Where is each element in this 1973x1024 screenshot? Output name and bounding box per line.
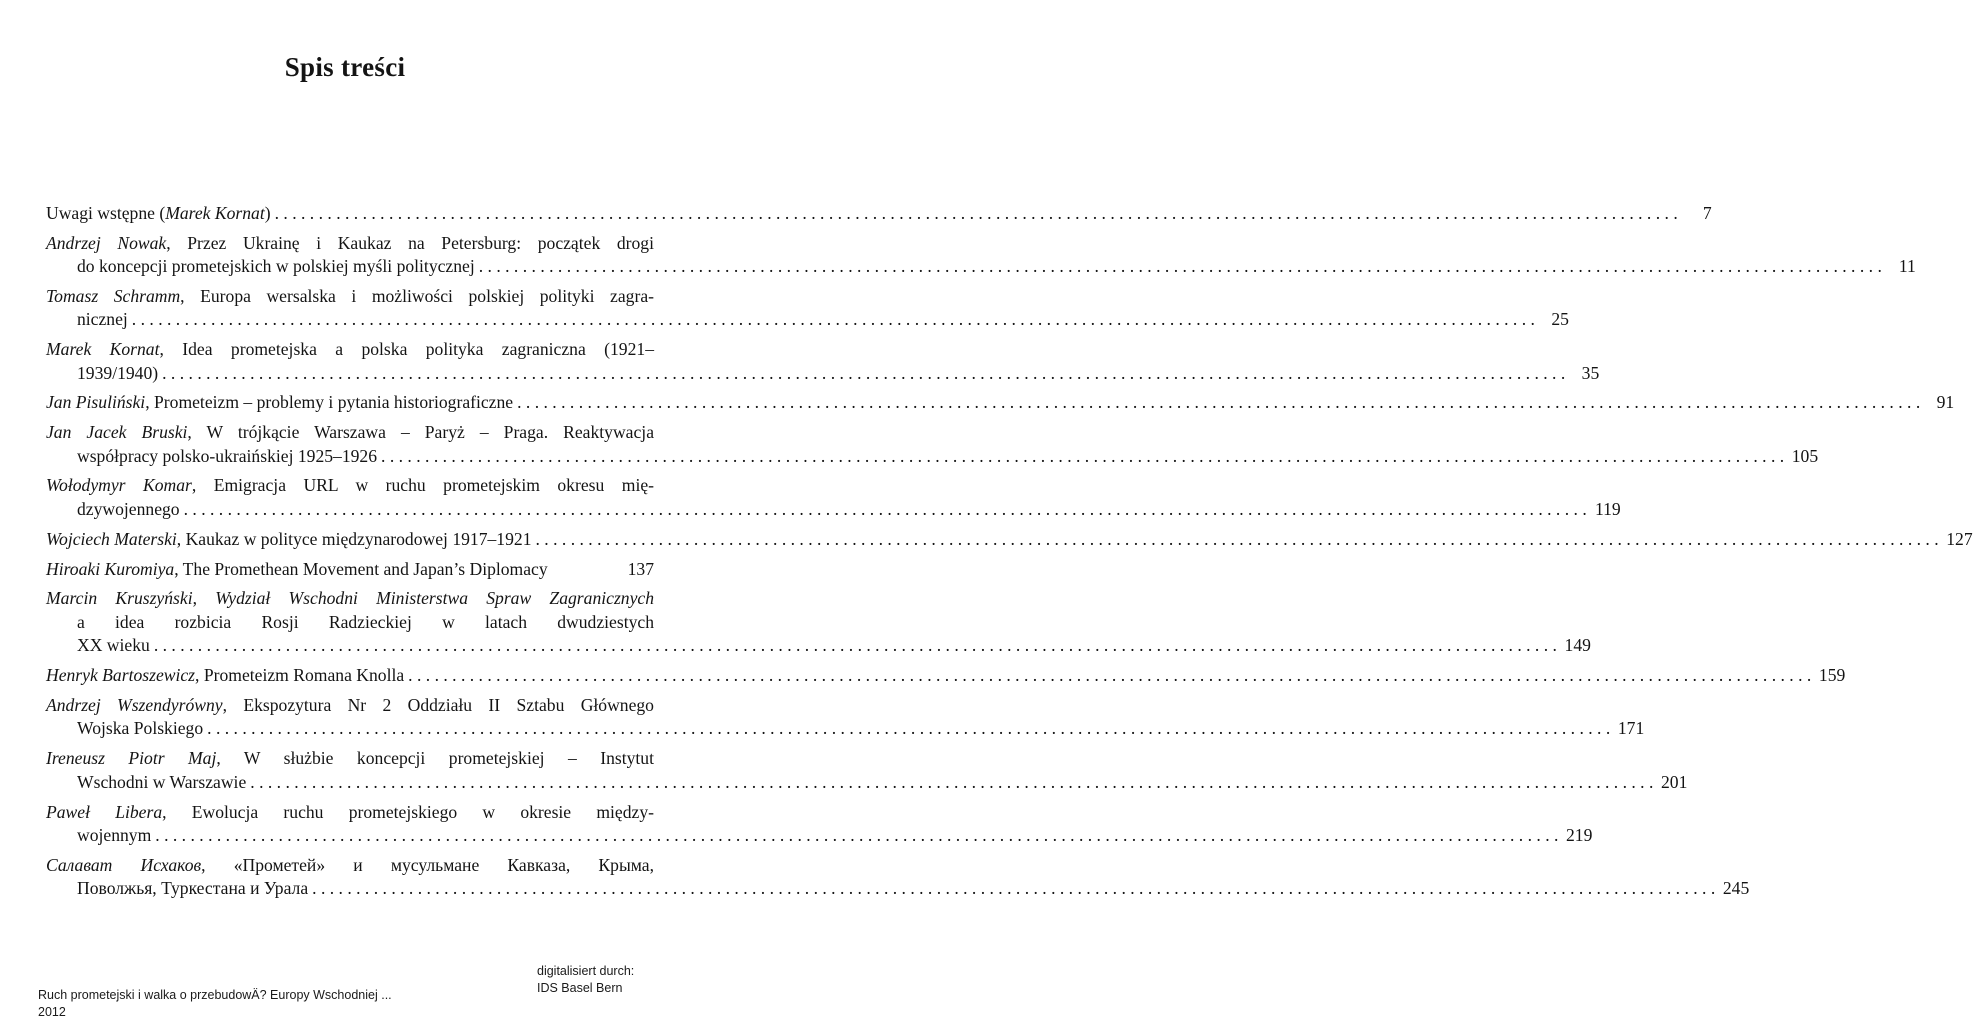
toc-line bbox=[46, 232, 654, 256]
toc-text bbox=[46, 528, 532, 552]
toc-text bbox=[46, 474, 654, 498]
page-number: 7 bbox=[1702, 203, 1712, 223]
toc-line bbox=[46, 717, 1645, 741]
toc-plain-text: ) bbox=[264, 203, 271, 223]
page-number: 105 bbox=[1791, 445, 1819, 466]
toc-italic-text: Jan Pisuliński bbox=[46, 392, 146, 413]
toc-plain-text: , Prometeizm – problemy i pytania historiograficzne bbox=[145, 392, 514, 413]
toc-italic-text: Henryk Bartoszewicz bbox=[46, 665, 196, 686]
toc-plain-text: nicznej bbox=[77, 309, 128, 330]
toc-text bbox=[77, 498, 180, 522]
toc-plain-text: , Europa wersalska i możliwości polskiej polityki zagra- bbox=[180, 285, 654, 306]
toc-text bbox=[77, 824, 151, 848]
toc-italic-text: Andrzej Nowak bbox=[46, 232, 167, 253]
toc-entry bbox=[46, 232, 1916, 279]
page-number: 11 bbox=[1898, 256, 1916, 276]
toc-text bbox=[77, 634, 150, 658]
page-number: 201 bbox=[1660, 771, 1688, 792]
toc-line bbox=[46, 558, 654, 582]
page-number: 219 bbox=[1566, 825, 1593, 846]
dot-leader: . . . . . . . . . . . . . . . . . . . . . . . . . . . . . . . . . . . . . . . . . . . . . . . . . . . . . . . . . . . . . . . . . . . . . . . . . . . . . . . . . . . . . . . . . . . . . . . . . . . . . . . . . . . . . . . . . . . . . . . . . . . . . . . . . . . . . . . . . . . . . . . . . . . . . . . . . . . . . . . . bbox=[381, 445, 1785, 466]
table-of-contents bbox=[46, 202, 1973, 907]
toc-plain-text: dzywojennego bbox=[77, 498, 180, 519]
dot-leader: . . . . . . . . . . . . . . . . . . . . . . . . . . . . . . . . . . . . . . . . . . . . . . . . . . . . . . . . . . . . . . . . . . . . . . . . . . . . . . . . . . . . . . . . . . . . . . . . . . . . . . . . . . . . . . . . . . . . . . . . . . . . . . . . . . . . . . . . . . . . . . . . . . . . . . . . . . . . . . . . bbox=[535, 528, 1939, 549]
toc-plain-text: , The Promethean Movement and Japan’s Diplomacy bbox=[174, 558, 548, 579]
toc-plain-text: do koncepcji prometejskich w polskiej myśli politycznej bbox=[77, 256, 475, 276]
toc-italic-text: Ireneusz Piotr Maj bbox=[46, 748, 217, 769]
page-number: 25 bbox=[1551, 309, 1569, 330]
toc-line bbox=[46, 362, 1600, 386]
toc-text bbox=[46, 338, 654, 362]
toc-entry bbox=[46, 391, 1955, 415]
toc-text bbox=[77, 255, 475, 279]
toc-plain-text: , Idea prometejska a polska polityka zagraniczna (1921– bbox=[159, 339, 654, 360]
toc-entry bbox=[46, 747, 1688, 794]
page-number: 127 bbox=[1946, 528, 1973, 549]
page-number: 119 bbox=[1594, 498, 1621, 519]
toc-plain-text: , W służbie koncepcji prometejskiej – Instytut bbox=[216, 748, 654, 769]
toc-entry bbox=[46, 664, 1846, 688]
dot-leader: . . . . . . . . . . . . . . . . . . . . . . . . . . . . . . . . . . . . . . . . . . . . . . . . . . . . . . . . . . . . . . . . . . . . . . . . . . . . . . . . . . . . . . . . . . . . . . . . . . . . . . . . . . . . . . . . . . . . . . . . . . . . . . . . . . . . . . . . . . . . . . . . . . . . . . . . . . . . . . . . bbox=[478, 256, 1882, 276]
toc-entry bbox=[46, 421, 1819, 468]
toc-plain-text: , «Прометей» и мусульмане Кавказа, Крыма, bbox=[201, 854, 655, 875]
dot-leader: . . . . . . . . . . . . . . . . . . . . . . . . . . . . . . . . . . . . . . . . . . . . . . . . . . . . . . . . . . . . . . . . . . . . . . . . . . . . . . . . . . . . . . . . . . . . . . . . . . . . . . . . . . . . . . . . . . . . . . . . . . . . . . . . . . . . . . . . . . . . . . . . . . . . . . . . . . . . . . . . bbox=[131, 309, 1535, 330]
toc-line bbox=[46, 308, 1569, 332]
toc-text bbox=[46, 391, 513, 415]
toc-text bbox=[77, 877, 308, 901]
toc-italic-text: Jan Jacek Bruski bbox=[46, 422, 188, 443]
toc-plain-text: , Emigracja URL w ruchu prometejskim okresu mię- bbox=[191, 475, 654, 496]
toc-text bbox=[46, 285, 654, 309]
toc-line bbox=[46, 824, 1593, 848]
dot-leader: . . . . . . . . . . . . . . . . . . . . . . . . . . . . . . . . . . . . . . . . . . . . . . . . . . . . . . . . . . . . . . . . . . . . . . . . . . . . . . . . . . . . . . . . . . . . . . . . . . . . . . . . . . . . . . . . . . . . . . . . . . . . . . . . . . . . . . . . . . . . . . . . . . . . . . . . . . . . . . . . bbox=[155, 825, 1559, 846]
toc-plain-text: Uwagi wstępne ( bbox=[46, 203, 166, 223]
toc-entry bbox=[46, 854, 1750, 901]
toc-plain-text: XX wieku bbox=[77, 635, 150, 656]
toc-line bbox=[46, 664, 1846, 688]
toc-line bbox=[46, 338, 654, 362]
toc-entry bbox=[46, 202, 1712, 226]
toc-text bbox=[46, 694, 654, 718]
toc-italic-text: Wydział Wschodni Ministerstwa Spraw Zagranicznych bbox=[215, 588, 655, 609]
footer-source bbox=[38, 987, 392, 1021]
toc-line bbox=[46, 587, 654, 611]
toc-text bbox=[46, 747, 654, 771]
toc-line bbox=[46, 421, 654, 445]
toc-entry bbox=[46, 587, 1591, 658]
page-number: 245 bbox=[1722, 878, 1750, 899]
page-number: 171 bbox=[1617, 718, 1645, 739]
toc-plain-text: , bbox=[192, 588, 216, 609]
footer-source-year: 2012 bbox=[38, 1005, 66, 1019]
dot-leader: . . . . . . . . . . . . . . . . . . . . . . . . . . . . . . . . . . . . . . . . . . . . . . . . . . . . . . . . . . . . . . . . . . . . . . . . . . . . . . . . . . . . . . . . . . . . . . . . . . . . . . . . . . . . . . . . . . . . . . . . . . . . . . . . . . . . . . . . . . . . . . . . . . . . . . . . . . . . . . . . bbox=[408, 665, 1812, 686]
toc-italic-text: Marcin Kruszyński bbox=[46, 588, 193, 609]
toc-text bbox=[77, 308, 128, 332]
toc-italic-text: Marek Kornat bbox=[165, 203, 265, 223]
toc-plain-text: Wschodni w Warszawie bbox=[77, 771, 247, 792]
toc-line bbox=[46, 202, 1712, 226]
toc-line bbox=[46, 474, 654, 498]
page-title: Spis treści bbox=[284, 52, 406, 83]
toc-text bbox=[46, 558, 548, 582]
toc-text bbox=[46, 854, 654, 878]
toc-plain-text: 1939/1940) bbox=[77, 362, 159, 383]
page-number: 35 bbox=[1581, 362, 1600, 383]
toc-line bbox=[46, 498, 1621, 522]
page-number: 137 bbox=[627, 558, 654, 579]
footer-source-title: Ruch prometejski i walka o przebudowÄ? Europy Wschodniej ... bbox=[38, 988, 392, 1002]
toc-italic-text: Tomasz Schramm bbox=[46, 285, 181, 306]
toc-plain-text: , Przez Ukrainę i Kaukaz na Petersburg: początek drogi bbox=[166, 232, 654, 253]
dot-leader: . . . . . . . . . . . . . . . . . . . . . . . . . . . . . . . . . . . . . . . . . . . . . . . . . . . . . . . . . . . . . . . . . . . . . . . . . . . . . . . . . . . . . . . . . . . . . . . . . . . . . . . . . . . . . . . . . . . . . . . . . . . . . . . . . . . . . . . . . . . . . . . . . . . . . . . . . . . . . . . . bbox=[207, 718, 1611, 739]
toc-entry bbox=[46, 694, 1645, 741]
toc-line bbox=[46, 285, 654, 309]
toc-line bbox=[46, 771, 1688, 795]
toc-entry bbox=[46, 338, 1600, 385]
toc-italic-text: Салават Исхаков bbox=[46, 854, 202, 875]
toc-text bbox=[77, 445, 377, 469]
toc-text bbox=[46, 801, 654, 825]
toc-italic-text: Wołodymyr Komar bbox=[46, 475, 192, 496]
toc-italic-text: Hiroaki Kuromiya bbox=[46, 558, 175, 579]
toc-plain-text: a idea rozbicia Rosji Radzieckiej w latach dwudziestych bbox=[77, 611, 654, 632]
toc-line bbox=[46, 445, 1819, 469]
page-number: 159 bbox=[1818, 665, 1846, 686]
toc-entry bbox=[46, 528, 1973, 552]
dot-leader: . . . . . . . . . . . . . . . . . . . . . . . . . . . . . . . . . . . . . . . . . . . . . . . . . . . . . . . . . . . . . . . . . . . . . . . . . . . . . . . . . . . . . . . . . . . . . . . . . . . . . . . . . . . . . . . . . . . . . . . . . . . . . . . . . . . . . . . . . . . . . . . . . . . . . . . . . . . . . . . . bbox=[183, 498, 1587, 519]
toc-text bbox=[77, 362, 158, 386]
toc-text bbox=[77, 771, 246, 795]
toc-text bbox=[46, 421, 654, 445]
toc-line bbox=[46, 747, 654, 771]
toc-plain-text: , Prometeizm Romana Knolla bbox=[195, 665, 405, 686]
toc-plain-text: , Ekspozytura Nr 2 Oddziału II Sztabu Głównego bbox=[222, 694, 654, 715]
toc-italic-text: Paweł Libera bbox=[46, 801, 163, 822]
toc-line bbox=[46, 634, 1591, 658]
toc-text bbox=[46, 587, 654, 611]
toc-text bbox=[46, 202, 271, 226]
toc-entry bbox=[46, 474, 1621, 521]
dot-leader: . . . . . . . . . . . . . . . . . . . . . . . . . . . . . . . . . . . . . . . . . . . . . . . . . . . . . . . . . . . . . . . . . . . . . . . . . . . . . . . . . . . . . . . . . . . . . . . . . . . . . . . . . . . . . . . . . . . . . . . . . . . . . . . . . . . . . . . . . . . . . . . . . . . . . . . . . . . . . . . . bbox=[517, 392, 1921, 413]
dot-leader: . . . . . . . . . . . . . . . . . . . . . . . . . . . . . . . . . . . . . . . . . . . . . . . . . . . . . . . . . . . . . . . . . . . . . . . . . . . . . . . . . . . . . . . . . . . . . . . . . . . . . . . . . . . . . . . . . . . . . . . . . . . . . . . . . . . . . . . . . . . . . . . . . . . . . . . . . . . . . . . . bbox=[153, 635, 1557, 656]
toc-text bbox=[46, 232, 654, 256]
page-number: 149 bbox=[1564, 635, 1591, 656]
toc-plain-text: wojennym bbox=[77, 825, 152, 846]
toc-plain-text: współpracy polsko-ukraińskiej 1925–1926 bbox=[77, 445, 378, 466]
footer-digitization-label: digitalisiert durch: bbox=[537, 964, 635, 978]
toc-italic-text: Marek Kornat bbox=[46, 339, 160, 360]
dot-leader: . . . . . . . . . . . . . . . . . . . . . . . . . . . . . . . . . . . . . . . . . . . . . . . . . . . . . . . . . . . . . . . . . . . . . . . . . . . . . . . . . . . . . . . . . . . . . . . . . . . . . . . . . . . . . . . . . . . . . . . . . . . . . . . . . . . . . . . . . . . . . . . . . . . . . . . . . . . . . . . . bbox=[274, 203, 1678, 223]
dot-leader: . . . . . . . . . . . . . . . . . . . . . . . . . . . . . . . . . . . . . . . . . . . . . . . . . . . . . . . . . . . . . . . . . . . . . . . . . . . . . . . . . . . . . . . . . . . . . . . . . . . . . . . . . . . . . . . . . . . . . . . . . . . . . . . . . . . . . . . . . . . . . . . . . . . . . . . . . . . . . . . . bbox=[312, 878, 1716, 899]
toc-italic-text: Wojciech Materski bbox=[46, 528, 177, 549]
toc-italic-text: Andrzej Wszendyrówny bbox=[46, 694, 223, 715]
toc-plain-text: , W trójkącie Warszawa – Paryż – Praga. Reaktywacja bbox=[187, 422, 654, 443]
toc-plain-text: Поволжья, Туркестана и Урала bbox=[77, 878, 309, 899]
toc-line bbox=[46, 694, 654, 718]
toc-plain-text: , Ewolucja ruchu prometejskiego w okresie między- bbox=[162, 801, 654, 822]
toc-plain-text: , Kaukaz w polityce międzynarodowej 1917–1921 bbox=[176, 528, 532, 549]
toc-line bbox=[46, 801, 654, 825]
toc-text bbox=[46, 664, 404, 688]
toc-line bbox=[46, 528, 1973, 552]
toc-line bbox=[46, 391, 1955, 415]
dot-leader: . . . . . . . . . . . . . . . . . . . . . . . . . . . . . . . . . . . . . . . . . . . . . . . . . . . . . . . . . . . . . . . . . . . . . . . . . . . . . . . . . . . . . . . . . . . . . . . . . . . . . . . . . . . . . . . . . . . . . . . . . . . . . . . . . . . . . . . . . . . . . . . . . . . . . . . . . . . . . . . . bbox=[162, 362, 1566, 383]
toc-line bbox=[46, 854, 654, 878]
toc-entry bbox=[46, 285, 1569, 332]
page-number: 91 bbox=[1936, 392, 1955, 413]
toc-text bbox=[77, 611, 654, 635]
toc-entry bbox=[46, 801, 1593, 848]
toc-entry bbox=[46, 558, 654, 582]
dot-leader: . . . . . . . . . . . . . . . . . . . . . . . . . . . . . . . . . . . . . . . . . . . . . . . . . . . . . . . . . . . . . . . . . . . . . . . . . . . . . . . . . . . . . . . . . . . . . . . . . . . . . . . . . . . . . . . . . . . . . . . . . . . . . . . . . . . . . . . . . . . . . . . . . . . . . . . . . . . . . . . . bbox=[250, 771, 1654, 792]
footer-digitization-institution: IDS Basel Bern bbox=[537, 981, 623, 995]
toc-line bbox=[46, 877, 1750, 901]
toc-line bbox=[46, 611, 654, 635]
toc-line bbox=[46, 255, 1916, 279]
toc-text bbox=[77, 717, 203, 741]
toc-plain-text: Wojska Polskiego bbox=[77, 718, 204, 739]
footer-digitization bbox=[537, 963, 634, 997]
